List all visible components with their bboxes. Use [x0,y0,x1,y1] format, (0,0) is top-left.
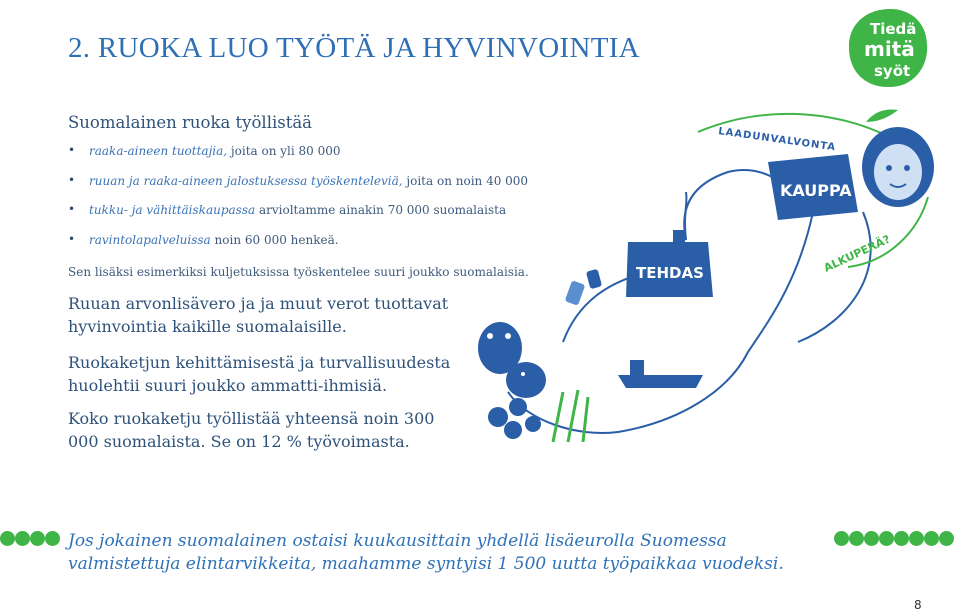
label-factory: TEHDAS [636,264,704,282]
logo-text-line-1: Tiedä [870,20,917,38]
list-item-emphasis: ravintolapalveluissa [89,232,211,247]
label-shop: KAUPPA [780,181,852,200]
food-chain-illustration [468,92,948,462]
list-item-emphasis: raaka-aineen tuottajia, [89,144,228,158]
page-number: 8 [914,598,922,612]
logo-text-line-3: syöt [874,62,911,80]
paragraph-safety: Ruokaketjun kehittämisestä ja turvallisuudesta huolehtii suuri joukko ammatti-ihmisiä. [68,353,451,395]
label-origin: ALKUPERÄ? [821,232,893,275]
list-item-text: joita on yli 80 000 [227,144,341,158]
list-item [68,174,528,204]
paragraph-taxes: Ruuan arvonlisävero ja ja muut verot tuottavat hyvinvointia kaikille suomalaisille. [68,294,449,336]
tieda-mita-syot-logo [846,6,930,90]
page-title: 2. RUOKA LUO TYÖTÄ JA HYVINVOINTIA [68,32,640,64]
paragraph-total: Koko ruokaketju työllistää yhteensä noin 300 000 suomalaista. Se on 12 % työvoimasta. [68,409,435,451]
list-item-emphasis: ruuan ja raaka-aineen jalostuksessa työskenteleviä, [89,173,403,188]
list-item-text: joita on noin 40 000 [402,173,529,188]
list-item-text: arvioltamme ainakin 70 000 suomalaista [255,203,507,217]
transport-note: Sen lisäksi esimerkiksi kuljetuksissa työskentelee suuri joukko suomalaisia. [68,265,529,279]
employment-list [68,144,528,262]
logo-text-line-2: mitä [864,37,915,61]
footer-highlight: Jos jokainen suomalainen ostaisi kuukausittain yhdellä lisäeurolla Suomessa valmistettuja elintarvikkeita, maahamme syntyisi 1 500 uutta työpaikkaa vuodeksi. [68,531,784,574]
green-dots-right [834,531,954,550]
section-heading: Suomalainen ruoka työllistää [68,113,313,132]
list-item [68,203,528,233]
list-item [68,233,528,263]
label-quality-control: LAADUNVALVONTA [717,126,837,154]
list-item [68,144,528,174]
green-dots-left [0,531,60,550]
list-item-text: noin 60 000 henkeä. [210,232,339,247]
list-item-emphasis: tukku- ja vähittäiskaupassa [89,203,256,217]
